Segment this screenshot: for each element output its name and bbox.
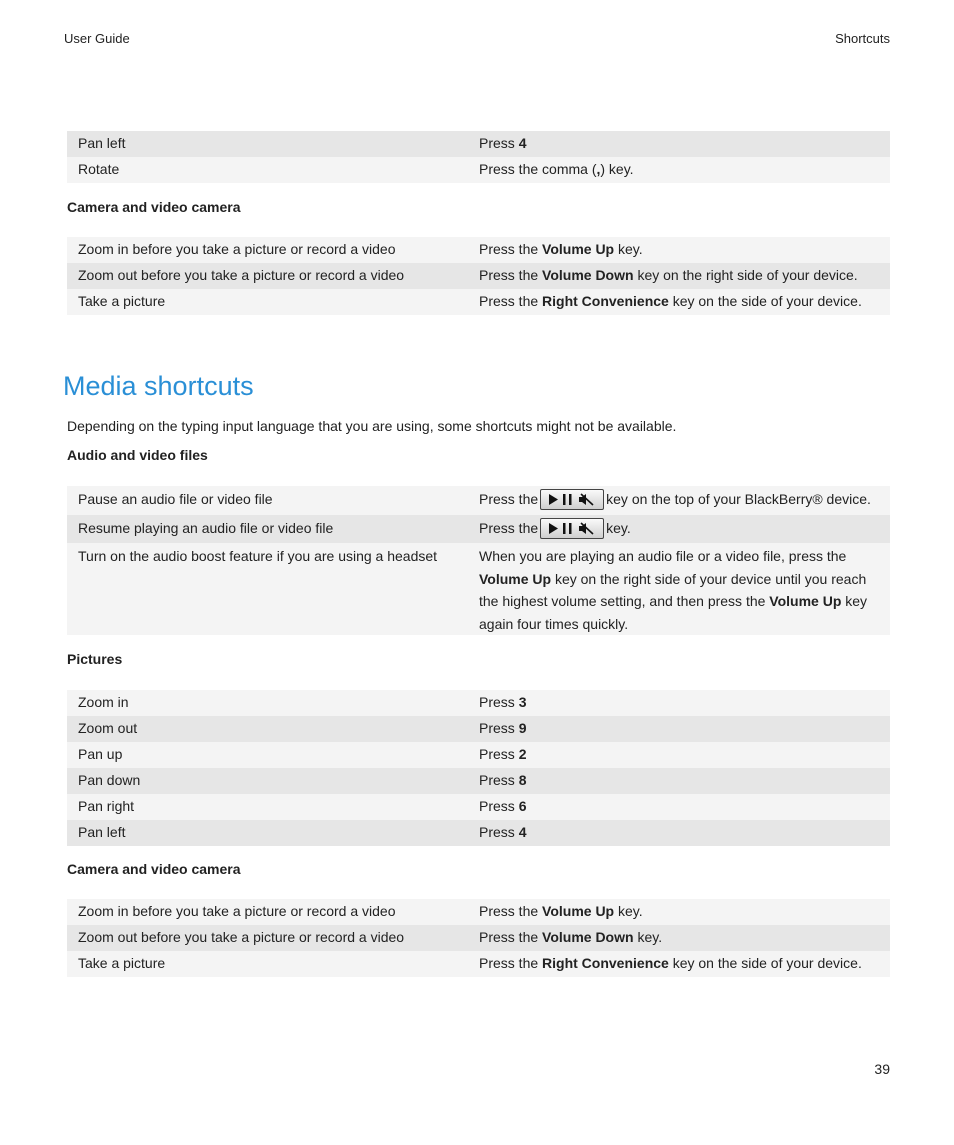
- action-cell: Pan left: [78, 135, 126, 151]
- section-heading-camera: Camera and video camera: [67, 861, 241, 877]
- table-row: [67, 768, 890, 794]
- table-row: [67, 237, 890, 263]
- table-row: [67, 951, 890, 977]
- shortcut-cell: Press 9: [479, 720, 527, 736]
- action-cell: Turn on the audio boost feature if you are using a headset: [78, 548, 438, 564]
- camera-shortcut-table: [67, 899, 890, 977]
- action-cell: Zoom out before you take a picture or record a video: [78, 267, 405, 283]
- header-left: User Guide: [64, 31, 130, 46]
- shortcut-cell: Press the comma (,) key.: [479, 161, 634, 177]
- section-heading-camera: Camera and video camera: [67, 199, 241, 215]
- shortcut-cell: Press the Volume Up key.: [479, 903, 643, 919]
- table-row: [67, 925, 890, 951]
- page-title: Media shortcuts: [63, 371, 254, 401]
- table-row: [67, 289, 890, 315]
- action-cell: Zoom out before you take a picture or record a video: [78, 929, 405, 945]
- shortcut-cell: Press the Right Convenience key on the side of your device.: [479, 955, 862, 971]
- action-cell: Pan right: [78, 798, 135, 814]
- table-row: [67, 131, 890, 157]
- table-row: [67, 486, 890, 515]
- table-row: [67, 543, 890, 635]
- shortcut-cell: Press 4: [479, 135, 527, 151]
- shortcut-cell: Press 8: [479, 772, 527, 788]
- play-pause-mute-key-icon: [540, 489, 604, 510]
- action-cell: Resume playing an audio file or video file: [78, 520, 334, 536]
- pictures-shortcut-table: [67, 690, 890, 846]
- table-row: [67, 716, 890, 742]
- shortcut-cell: Press 6: [479, 798, 527, 814]
- shortcut-cell: When you are playing an audio file or a video file, press the Volume Up key on the right side of your device until you reach the highest volume setting, and then press the Volume Up key again four times quickly.: [479, 548, 868, 632]
- shortcut-cell: Press the Volume Down key on the right side of your device.: [479, 267, 858, 283]
- intro-paragraph: Depending on the typing input language that you are using, some shortcuts might not be available.: [67, 418, 677, 434]
- table-row: [67, 157, 890, 183]
- action-cell: Pan left: [78, 824, 126, 840]
- table-row: [67, 742, 890, 768]
- action-cell: Pause an audio file or video file: [78, 491, 273, 507]
- shortcut-cell: Press the Volume Down key.: [479, 929, 663, 945]
- action-cell: Take a picture: [78, 293, 166, 309]
- header-right: Shortcuts: [835, 31, 890, 46]
- audio-shortcut-table: [67, 486, 890, 635]
- shortcut-cell: Press the key.: [479, 515, 890, 543]
- shortcut-cell: Press the key on the top of your BlackBerry® device.: [479, 486, 890, 515]
- action-cell: Rotate: [78, 161, 120, 177]
- camera-shortcut-table: [67, 237, 890, 315]
- shortcut-cell: Press 2: [479, 746, 527, 762]
- table-row: [67, 899, 890, 925]
- table-row: [67, 515, 890, 543]
- action-cell: Pan down: [78, 772, 141, 788]
- table-row: [67, 690, 890, 716]
- action-cell: Take a picture: [78, 955, 166, 971]
- shortcut-cell: Press the Right Convenience key on the side of your device.: [479, 293, 862, 309]
- play-pause-mute-key-icon: [540, 518, 604, 539]
- table-row: [67, 794, 890, 820]
- action-cell: Zoom in before you take a picture or record a video: [78, 903, 396, 919]
- shortcut-cell: Press the Volume Up key.: [479, 241, 643, 257]
- top-shortcut-table: [67, 131, 890, 183]
- action-cell: Zoom out: [78, 720, 138, 736]
- action-cell: Zoom in before you take a picture or record a video: [78, 241, 396, 257]
- section-heading-pictures: Pictures: [67, 651, 123, 667]
- page-number: 39: [874, 1061, 890, 1077]
- table-row: [67, 820, 890, 846]
- table-row: [67, 263, 890, 289]
- action-cell: Zoom in: [78, 694, 129, 710]
- shortcut-cell: Press 4: [479, 824, 527, 840]
- section-heading-audio: Audio and video files: [67, 447, 208, 463]
- action-cell: Pan up: [78, 746, 123, 762]
- shortcut-cell: Press 3: [479, 694, 527, 710]
